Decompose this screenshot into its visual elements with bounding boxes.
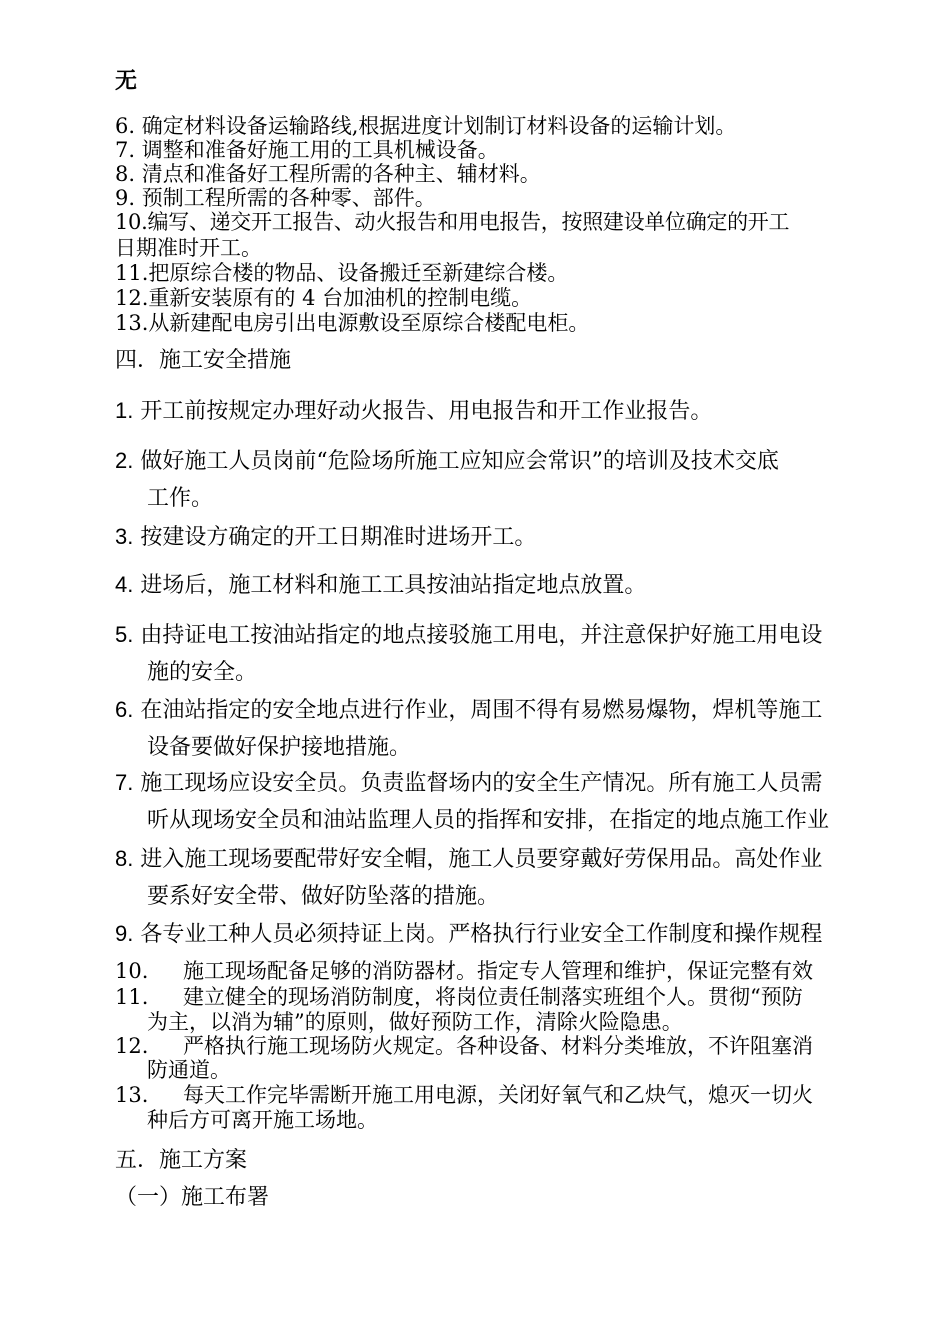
item-number: 6. — [115, 697, 134, 722]
item-text: 编写、递交开工报告、动火报告和用电报告，按照建设单位确定的开工 — [147, 210, 790, 234]
list-item-continuation: 种后方可离开施工场地。 — [147, 1108, 378, 1132]
item-text: 各专业工种人员必须持证上岗。严格执行行业安全工作制度和操作规程 — [140, 922, 823, 947]
item-text: 开工前按规定办理好动火报告、用电报告和开工作业报告。 — [140, 399, 713, 424]
list-item — [115, 188, 436, 209]
list-item — [115, 263, 568, 284]
list-item-continuation: 为主，以消为辅”的原则，做好预防工作，清除火险隐患。 — [147, 1010, 683, 1034]
item-number: 13. — [115, 311, 149, 335]
list-item-number: 11. — [115, 985, 149, 1009]
item-number: 1. — [115, 398, 134, 423]
item-number: 6. — [115, 114, 136, 138]
list-item-continuation: 要系好安全带、做好防坠落的措施。 — [147, 884, 500, 909]
list-item-continuation: 设备要做好保护接地措施。 — [147, 735, 412, 760]
item-number: 3. — [115, 524, 134, 549]
item-number: 9. — [115, 186, 136, 210]
list-item — [115, 400, 712, 423]
list-item-continuation: 日期准时开工。 — [115, 236, 262, 260]
list-item — [115, 288, 532, 309]
list-item — [115, 772, 822, 795]
list-item-text: 每天工作完毕需断开施工用电源，关闭好氧气和乙炔气，熄灭一切火 — [183, 1083, 813, 1107]
list-item-text: 严格执行施工现场防火规定。各种设备、材料分类堆放，不许阻塞消 — [183, 1034, 813, 1058]
item-text: 预制工程所需的各种零、部件。 — [141, 186, 436, 210]
list-item — [115, 848, 822, 871]
list-item — [115, 313, 589, 334]
item-number: 5. — [115, 622, 134, 647]
item-number: 9. — [115, 921, 134, 946]
list-item — [115, 116, 736, 137]
section-title: 四．施工安全措施 — [115, 348, 292, 373]
list-item-text: 施工现场配备足够的消防器材。指定专人管理和维护，保证完整有效 — [183, 959, 813, 983]
list-item-continuation: 工作。 — [147, 486, 214, 511]
item-text: 按建设方确定的开工日期准时进场开工。 — [140, 525, 537, 550]
item-number: 10. — [115, 210, 148, 234]
subsection-title: （一）施工布署 — [115, 1185, 270, 1210]
item-text: 重新安装原有的 4 台加油机的控制电缆。 — [148, 286, 533, 310]
list-item-number: 12. — [115, 1034, 149, 1058]
list-item-continuation: 施的安全。 — [147, 660, 258, 685]
item-number: 12. — [115, 286, 149, 310]
item-text: 施工现场应设安全员。负责监督场内的安全生产情况。所有施工人员需 — [140, 771, 823, 796]
item-number: 8. — [115, 846, 134, 871]
list-item — [115, 140, 499, 161]
section-title: 五．施工方案 — [115, 1148, 248, 1173]
list-item — [115, 450, 779, 473]
item-text: 在油站指定的安全地点进行作业，周围不得有易燃易爆物，焊机等施工 — [140, 698, 823, 723]
item-text: 把原综合楼的物品、设备搬迁至新建综合楼。 — [148, 261, 569, 285]
list-item-continuation: 防通道。 — [147, 1058, 231, 1082]
top-fragment: 无 — [115, 68, 138, 94]
item-text: 进入施工现场要配带好安全帽，施工人员要穿戴好劳保用品。高处作业 — [140, 847, 823, 872]
list-item-continuation: 听从现场安全员和油站监理人员的指挥和安排，在指定的地点施工作业 — [147, 808, 830, 833]
list-item-number: 13. — [115, 1083, 149, 1107]
item-text: 调整和准备好施工用的工具机械设备。 — [141, 138, 499, 162]
item-text: 做好施工人员岗前“危险场所施工应知应会常识”的培训及技术交底 — [140, 449, 779, 474]
list-item — [115, 526, 536, 549]
list-item — [115, 624, 822, 647]
item-text: 由持证电工按油站指定的地点接驳施工用电，并注意保护好施工用电设 — [140, 623, 823, 648]
item-number: 8. — [115, 162, 136, 186]
item-number: 11. — [115, 261, 149, 285]
item-number: 2. — [115, 448, 134, 473]
list-item — [115, 164, 541, 185]
list-item — [115, 212, 789, 233]
list-item-number: 10. — [115, 959, 149, 983]
list-item — [115, 574, 646, 597]
list-item — [115, 699, 822, 722]
item-number: 4. — [115, 572, 134, 597]
item-text: 确定材料设备运输路线,根据进度计划制订材料设备的运输计划。 — [141, 114, 737, 138]
list-item — [115, 923, 822, 946]
list-item-text: 建立健全的现场消防制度，将岗位责任制落实班组个人。贯彻“预防 — [183, 985, 803, 1009]
item-number: 7. — [115, 770, 134, 795]
item-text: 进场后，施工材料和施工工具按油站指定地点放置。 — [140, 573, 647, 598]
item-number: 7. — [115, 138, 136, 162]
item-text: 从新建配电房引出电源敷设至原综合楼配电柜。 — [148, 311, 590, 335]
item-text: 清点和准备好工程所需的各种主、辅材料。 — [141, 162, 541, 186]
